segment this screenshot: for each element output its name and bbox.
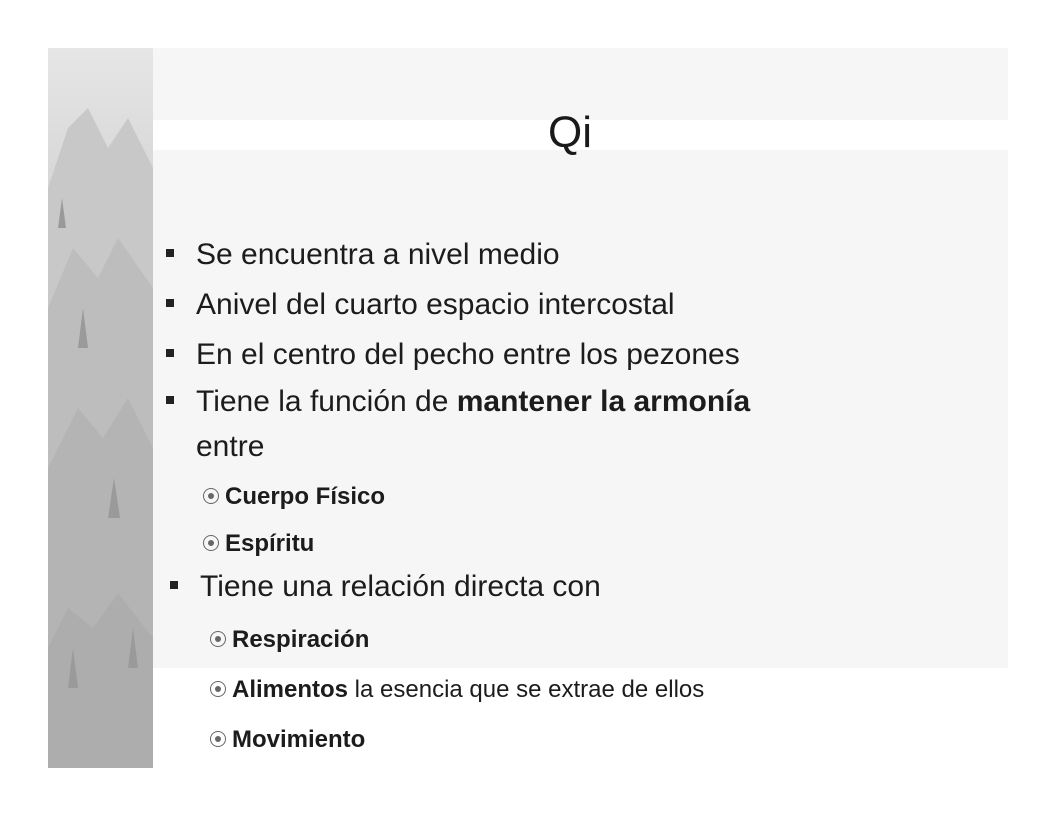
sub-item <box>203 530 314 558</box>
bullet-continuation: entre <box>196 430 265 463</box>
sub-item-bold: Espíritu <box>225 530 315 557</box>
sub-item-bold: Alimentos <box>232 676 349 703</box>
square-bullet-icon <box>166 299 174 307</box>
circled-dot-icon <box>210 681 226 697</box>
bullet-bold-text: mantener la armonía <box>456 385 751 418</box>
bullet-text: Se encuentra a nivel medio <box>196 238 560 271</box>
square-bullet-icon <box>166 249 174 257</box>
circled-dot-icon <box>210 631 226 647</box>
bullet-item <box>166 385 750 419</box>
bullet-item <box>166 238 560 272</box>
circled-dot-icon <box>203 488 219 504</box>
landscape-painting-image <box>48 48 153 768</box>
slide-title: Qi <box>548 108 592 157</box>
bullet-item <box>166 288 675 322</box>
square-bullet-icon <box>166 396 174 404</box>
sub-item-bold: Cuerpo Físico <box>225 483 386 510</box>
sub-item-bold: Movimiento <box>232 726 366 753</box>
sub-item <box>210 726 365 754</box>
circled-dot-icon <box>210 731 226 747</box>
bullet-text: En el centro del pecho entre los pezones <box>196 338 740 371</box>
sub-item <box>210 676 704 704</box>
square-bullet-icon <box>166 349 174 357</box>
bullet-item <box>166 338 740 372</box>
circled-dot-icon <box>203 535 219 551</box>
bullet-item <box>170 570 601 604</box>
sub-item-bold: Respiración <box>232 626 370 653</box>
bullet-text: Tiene la función de <box>196 385 457 418</box>
sub-item <box>203 483 385 511</box>
sub-item <box>210 626 369 654</box>
bullet-text: Anivel del cuarto espacio intercostal <box>196 288 675 321</box>
sub-item-text: la esencia que se extrae de ellos <box>348 676 705 703</box>
bullet-text: Tiene una relación directa con <box>200 570 601 603</box>
square-bullet-icon <box>170 581 178 589</box>
